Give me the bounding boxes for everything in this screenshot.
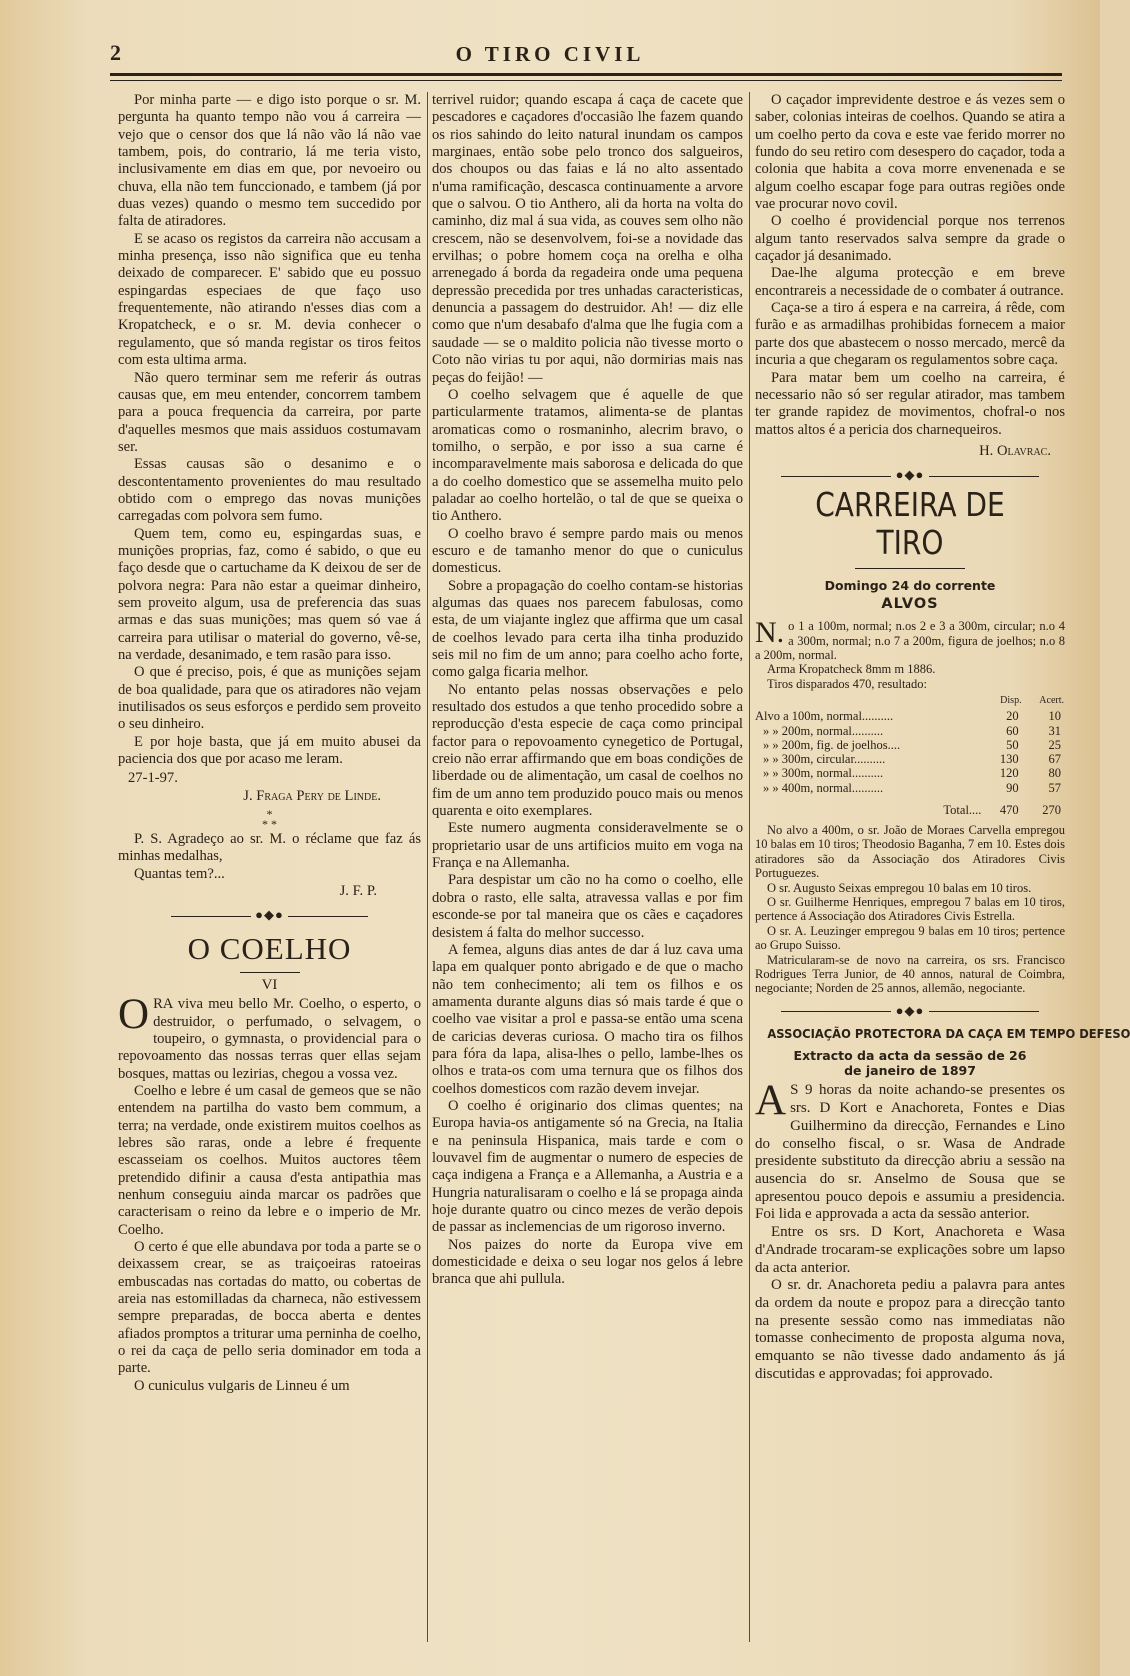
paragraph: O coelho selvagem que é aquelle de que particularmente tratamos, alimenta-se de plantas aromaticas como o rosmaninho, alecrim bravo, o tomilho, o serpão, e por isso a sua carne é incomparavelmente mais saborosa e delicada do que a do coelho domestico que se assemelha muito pelo paladar ao coelho hortelão, o tal de que se queixa o tio Anthero. — [432, 386, 743, 525]
ornament-glyph: ●◆● — [895, 467, 925, 483]
column-header-acert: Acert. — [1039, 695, 1064, 707]
paragraph: O certo é que elle abundava por toda a parte se o deixassem crear, se as traiçoeiras ratoeiras embuscadas nas cortadas do matto, ou cobertas de areia nas estomilladas da charneca, não estivessem sempre preparadas, de bocca aberta e dentes afiados promptos a triturar uma perninha de coelho, o rei da caça de pello seria dominador em toda a parte. — [118, 1238, 421, 1377]
row-disp: 130 — [999, 752, 1019, 767]
row-label: » » 200m, normal.......... — [763, 723, 884, 738]
paragraph-text: RA viva meu bello Mr. Coelho, o esperto, o destruidor, o perfumado, o selvagem, o toupeiro, o gymnasta, o providencial para o repovoamento das nossas terras quer ellas sejam bosques, mattas ou lezirias, chegou a vossa vez. — [118, 996, 421, 1082]
postscript: P. S. Agradeço ao sr. M. o réclame que faz ás minhas medalhas, — [118, 831, 421, 865]
header-rule — [110, 73, 1062, 81]
row-acert: 25 — [1048, 737, 1061, 752]
row-disp: 120 — [999, 766, 1019, 781]
row-label: » » 200m, fig. de joelhos.... — [763, 737, 901, 752]
drop-cap: O — [118, 991, 150, 1039]
row-disp: 60 — [1006, 723, 1019, 738]
note: O sr. Augusto Seixas empregou 10 balas em 10 tiros. — [767, 880, 1032, 895]
paragraph: O que é preciso, pois, é que as munições sejam de boa qualidade, para que os atiradores não vejam inutilisados os seus esforços e perdido sem proveito o seu dinheiro. — [118, 664, 421, 733]
row-acert: 80 — [1048, 766, 1061, 781]
paragraph: O cuniculus vulgaris de Linneu é um — [134, 1377, 350, 1394]
paragraph: A femea, alguns dias antes de dar á luz cava uma lapa em qualquer ponto abrigado e de que o macho não tem conhecimento; ali tem os filhos e os amamenta durante alguns dias só mais tarde é que o coelho vae visitar a prol e passa-se então uma scena de caricias deveras curiosa. O macho tira os filhos para fóra da lapa, alisa-lhes o pello, lambe-lhes os olhos e trata-os com uma ternura que os filhos dos coelhos domesticos com razão devem invejar. — [432, 941, 743, 1097]
row-label: Alvo a 100m, normal.......... — [755, 709, 894, 724]
row-acert: 67 — [1048, 752, 1061, 767]
association-title: ASSOCIAÇÃO PROTECTORA DA CAÇA EM TEMPO DEFESO — [767, 1026, 1130, 1042]
note: Matricularam-se de novo na carreira, os srs. Francisco Rodrigues Terra Junior, de 40 annos, natural de Coimbra, negociante; Norden de 25 annos, allemão, negociante. — [755, 952, 1065, 996]
row-label: » » 300m, circular.......... — [763, 752, 886, 767]
table-row — [755, 709, 1065, 723]
ornament-glyph: ●◆● — [895, 1002, 925, 1018]
total-label: Total.... — [943, 802, 982, 817]
paragraph: Por minha parte — e digo isto porque o sr. M. pergunta ha quanto tempo não vou á carreira — vejo que o censor dos que lá não vão lá não vae tambem, pois, do contrario, lá me teria visto, inclusivamente em dias em que, por nevoeiro ou chuva, ella não tem funccionado, e tambem (já por duas vezes) quando o mesmo tem succedido por falta de atiradores. — [118, 92, 421, 230]
paragraph: O coelho é providencial porque nos terrenos algum tanto reservados salva sempre da grade o caçador já desanimado. — [755, 213, 1065, 265]
weapon-line: Arma Kropatcheck 8mm m 1886. — [767, 662, 936, 677]
article-part-number: VI — [261, 976, 278, 993]
paragraph: O caçador imprevidente destroe e ás vezes sem o saber, colonias inteiras de coelhos. Quando se atira a um coelho perto da cova e este vae ferido morrer no fundo do seu retiro com desespero do caçador, toda a colonia que habita a cova morre envenenada e se algum coelho escapar foge para outras regiões onde vae procurar novo covil. — [755, 92, 1065, 213]
column-divider — [427, 92, 428, 1642]
total-acert: 270 — [1042, 802, 1061, 817]
table-row — [755, 724, 1065, 738]
note: O sr. Guilherme Henriques, empregou 7 balas em 10 tiros, pertence á Associação dos Atiradores Civis Estrella. — [755, 894, 1065, 924]
paragraph: E por hoje basta, que já em muito abusei da paciencia dos que por acaso me leram. — [118, 733, 421, 768]
author-signature: J. Fraga Pery de Linde. — [243, 787, 381, 804]
note: O sr. A. Leuzinger empregou 9 balas em 10 tiros; pertence ao Grupo Suisso. — [755, 923, 1065, 953]
paragraph: No entanto pelas nossas observações e pelo resultado dos estudos a que tenho procedido sobre a reproducção d'esta especie de caça como principal factor para o repovoamento cynegetico de Portugal, creio não errar affirmando que em boas condições de liberdade ou de alimentação, um casal de coelhos no fim de um anno tem produzido pouco mais ou menos quarenta e oito exemplares. — [432, 681, 743, 820]
column-1 — [118, 92, 421, 1652]
paragraph: O coelho é originario dos climas quentes; na Europa havia-os antigamente só na Grecia, na Italia e na peninsula Hispanica, mais tarde e com o louvavel fim de augmentar o numero de especies de caça indigena a França e a Allemanha, a Austria e a Hungria naturalisaram o coelho e lá se propaga ainda hoje durante quatro ou cinco mezes de verão depois de passar as inclemencias de um rigoroso inverno. — [432, 1097, 743, 1236]
row-label: » » 300m, normal.......... — [763, 766, 884, 781]
asterism-top: * — [266, 807, 273, 822]
postscript-signature: J. F. P. — [339, 883, 377, 900]
paragraph: E se acaso os registos da carreira não accusam a minha presença, isso não significa que eu tenha deixado de comparecer. E' sabido que eu possuo espingardas especiaes de que faço uso frequentemente, não atirando n'esses dias com a Kropatcheck, e o sr. M. devia conhecer o regulamento, que só manda registar os tiros feitos com esta ultima arma. — [118, 230, 421, 369]
section-title: CARREIRA DE TIRO — [815, 484, 1005, 562]
ornament-glyph: ●◆● — [255, 907, 284, 923]
paragraph: Coelho e lebre é um casal de gemeos que se não entendem na partilha do vasto bem commum, a terra; na verdade, onde existirem muitos coelhos as lebres são raras, onde a lebre é frequente escasseiam os coelhos. Muitos auctores têem pretendido difinir a causa d'esta antipathia mas nenhum conseguiu ainda marcar os padrões que caracterisam o reino da lebre e o imperio de Mr. Coelho. — [118, 1082, 421, 1238]
minutes-body — [755, 1077, 1065, 1383]
paragraph: O coelho bravo é sempre pardo mais ou menos escuro e de tamanho menor do que o cuniculus domesticus. — [432, 525, 743, 577]
drop-cap: N. — [755, 616, 785, 650]
row-acert: 10 — [1048, 709, 1061, 724]
article-title: O COELHO — [187, 930, 352, 966]
paragraph: Dae-lhe alguma protecção e em breve encontrareis a necessidade de o combater á outrance. — [755, 265, 1065, 299]
paragraph: Entre os srs. D Kort, Anachoreta e Wasa d'Andrade trocaram-se explicações sobre um lapso da acta anterior. — [755, 1224, 1065, 1276]
letter-date: 27-1-97. — [128, 770, 178, 787]
drop-cap: A — [755, 1077, 787, 1125]
table-row — [755, 752, 1065, 766]
paragraph: Essas causas são o desanimo e o descontentamento provenientes do mau resultado obtido com o emprego das novas munições carregadas com polvora sem fumo. — [118, 456, 421, 525]
paragraph: Não quero terminar sem me referir ás outras causas que, em meu entender, concorrem tambem para a pouca frequencia da carreira, por parte d'aquelles mesmos que mais assiduos costumavam ser. — [118, 369, 421, 455]
targets-list — [755, 616, 1065, 663]
author-signature: H. Olavrac. — [979, 442, 1051, 459]
asterism-bottom: * * — [262, 817, 277, 832]
minutes-title-line1: Extracto da acta da sessão de 26 — [793, 1048, 1027, 1064]
section-date: Domingo 24 do corrente — [824, 577, 996, 593]
postscript-question: Quantas tem?... — [134, 865, 225, 882]
paragraph: Caça-se a tiro á espera e na carreira, á rêde, com furão e as armadilhas prohibidas fornecem a maior parte dos que abastecem o nosso mercado, mercê da incuria a que chegaram os regulamentos sobre caça. — [755, 300, 1065, 369]
minutes-title — [755, 1048, 1065, 1078]
row-disp: 20 — [1006, 709, 1019, 724]
row-disp: 90 — [1006, 780, 1019, 795]
note: No alvo a 400m, o sr. João de Moraes Carvella empregou 10 balas em 10 tiros; Theodosio Baganha, 7 em 10. Estes dois atiradores são da Associação dos Atiradores Civis Portuguezes. — [755, 822, 1065, 881]
paragraph: Para despistar um cão no ha como o coelho, elle dobra o rasto, elle salta, atravessa vallas e por fim esconde-se por tal maneira que os cães e caçadores desistem á falta do melhor successo. — [432, 872, 743, 941]
page-number: 2 — [110, 40, 121, 65]
paragraph: Para matar bem um coelho na carreira, é necessario não só ser regular atirador, mas tambem ter grande rapidez de movimentos, chofral-o nos mattos altos é a pericia dos charnequeiros. — [755, 369, 1065, 438]
paragraph — [755, 1077, 1065, 1224]
column-3 — [755, 92, 1130, 1652]
table-row — [755, 766, 1065, 780]
paragraph: Este numero augmenta consideravelmente se o proprietario usar de uns artificios muito em voga na França e na Allemanha. — [432, 820, 743, 872]
paragraph: O sr. dr. Anachoreta pediu a palavra para antes da ordem da noute e propoz para a direcção tanto na presente sessão como nas immediatas não tomasse conhecimento de proposta alguma nova, emquanto se não tivesse dado andamento ás já discutidas e approvadas; foi approvado. — [755, 1277, 1065, 1382]
section-ornament — [755, 466, 1065, 483]
table-header — [755, 693, 1065, 709]
paragraph-text: S 9 horas da noite achando-se presentes os srs. D Kort e Anachoreta, Fontes e Dias Guilhermino da direcção, Fernandes e Lino do conselho fiscal, o sr. Wasa de Andrade presidente substituto da direcção abriu a sessão na ausencia do sr. Anselmo de Sousa que se apresentou pouco depois e assumiu a presidencia. Foi lida e approvada a acta da sessão anterior. — [755, 1082, 1065, 1223]
targets-text: o 1 a 100m, normal; n.os 2 e 3 a 300m, circular; n.o 4 a 300m, normal; n.o 7 a 200m, figura de joelhos; n.o 8 a 200m, normal. — [755, 619, 1065, 663]
row-disp: 50 — [1006, 737, 1019, 752]
column-header-disp: Disp. — [1000, 695, 1022, 707]
shots-line: Tiros disparados 470, resultado: — [767, 676, 927, 691]
column-divider — [749, 92, 750, 1642]
asterism — [118, 807, 421, 832]
total-disp: 470 — [999, 802, 1019, 817]
targets-heading: ALVOS — [881, 595, 939, 612]
minutes-title-line2: de janeiro de 1897 — [844, 1063, 976, 1079]
title-rule — [240, 972, 300, 973]
newspaper-title: O TIRO CIVIL — [455, 42, 645, 66]
section-ornament — [755, 1002, 1065, 1019]
paragraph — [118, 991, 421, 1083]
paragraph: Quem tem, como eu, espingardas suas, e munições proprias, faz, como é sabido, o que eu faço desde que o cartuchame da K deixou de ser de polvora negra: Para não estar a queimar dinheiro, sem proveito algum, usa de preferencia das suas armas e das suas munições; mas quem só vae á carreira para utilisar o material do governo, vê-se, na verdade, desanimado, e tem rasão para isso. — [118, 525, 421, 663]
table-row — [755, 738, 1065, 752]
paragraph: Sobre a propagação do coelho contam-se historias algumas das quaes nos parecem fabulosas, como esta, de um viajante inglez que affirma que um casal de coelhos levado para certa ilha tinha produzido seis mil no fim de um anno; para coelho acho forte, como galga ficaria melhor. — [432, 577, 743, 681]
row-label: » » 400m, normal.......... — [763, 780, 884, 795]
paragraph: Nos paizes do norte da Europa vive em domesticidade e deixa o seu logar nos gelos á lebre branca que ahi pullula. — [432, 1236, 743, 1288]
row-acert: 57 — [1048, 780, 1061, 795]
section-ornament — [118, 906, 421, 923]
title-rule — [855, 568, 965, 569]
table-total-row — [755, 795, 1065, 817]
row-acert: 31 — [1048, 723, 1061, 738]
table-row — [755, 781, 1065, 795]
paragraph: terrivel ruidor; quando escapa á caça de cacete que pescadores e caçadores d'occasião lhe fazem quando os rios sahindo do leito natural inundam os campos marginaes, então sobe pelo tronco dos salgueiros, dos choupos ou das faias e lá no alto assentado n'uma ramificação, descasca continuamente a arvore que o salvou. O tio Anthero, ali da horta na volta do caminho, diz mal á sua vida, as couves sem olho não crescem, não se desenvolvem, foi-se a novidade das ervilhas; o pobre homem coça na orelha e olha arrenegado á borda da regadeira onde uma pequena depressão precedida por tres unhadas caracteristicas, denuncia a passagem do destruidor. Ah! — diz elle como que n'um desabafo d'alma que lhe fugia com a saudade — se o maldito policia não tivesse morto o Coto não virias tu por aqui, não dormirias mais nas peças do feijão! — — [432, 92, 743, 386]
results-table — [755, 693, 1065, 817]
range-report — [755, 616, 1065, 996]
column-2 — [432, 92, 743, 1652]
